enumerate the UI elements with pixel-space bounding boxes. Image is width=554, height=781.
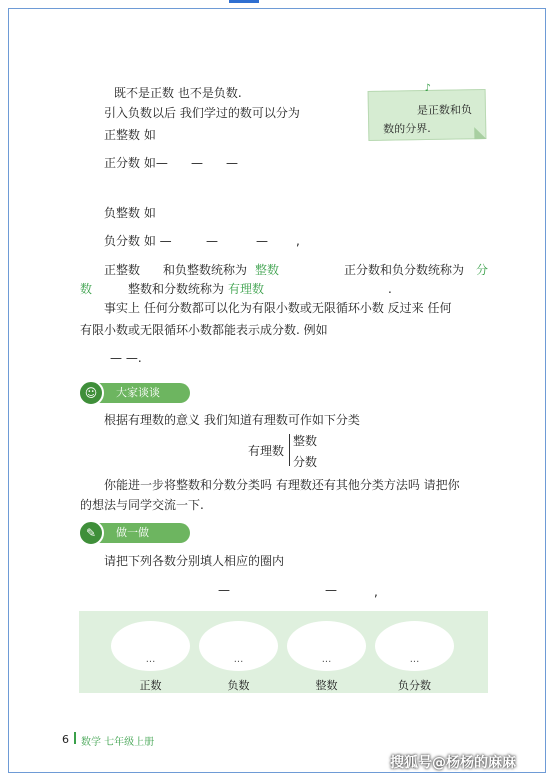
note-fold <box>474 127 486 139</box>
text-line: 根据有理数的意义 我们知道有理数可作如下分类 <box>104 413 360 427</box>
class-root: 有理数 <box>248 444 285 458</box>
text-line: 正整数 <box>104 263 141 277</box>
people-icon: ☺ <box>78 380 104 406</box>
circle-label: 负分数 <box>398 679 431 692</box>
text-line: — —. <box>110 351 142 365</box>
fraction-bar: — <box>206 234 218 248</box>
circle-label: 正数 <box>139 679 162 692</box>
term-fraction-part: 数 <box>80 282 93 296</box>
exercise-tag-label: 做一做 <box>116 526 149 539</box>
note-line: 是正数和负 <box>416 103 473 118</box>
watermark: 搜狐号@杨杨的麻麻 <box>390 755 516 771</box>
circle-positive[interactable] <box>111 621 190 671</box>
fraction-bar: — <box>256 234 268 248</box>
text-line: 负整数 如 <box>104 206 156 220</box>
term-fraction-part: 分 <box>476 263 489 277</box>
circle-dots: ... <box>321 654 332 665</box>
fraction-bar: — <box>218 583 230 597</box>
footer-text: 数学 七年级上册 <box>81 737 155 748</box>
term-rational: 有理数 <box>228 282 265 296</box>
fraction-bar: — <box>191 156 203 170</box>
exercise-tag <box>82 523 190 543</box>
text-line: 整数和分数统称为 <box>128 282 225 296</box>
circle-dots: ... <box>233 654 244 665</box>
discuss-tag-label: 大家谈谈 <box>116 386 160 399</box>
text-line: 负分数 如 — <box>104 234 172 248</box>
term-integer: 整数 <box>255 263 280 277</box>
text-line: 正分数和负分数统称为 <box>344 263 465 277</box>
sticky-note <box>368 82 487 141</box>
text-line: 你能进一步将整数和分数分类吗 有理数还有其他分类方法吗 请把你 <box>104 478 460 492</box>
top-marker <box>229 0 259 3</box>
fraction-bar: — <box>325 583 337 597</box>
note-line: 数的分界. <box>383 121 431 136</box>
fraction-bar: — <box>226 156 238 170</box>
text-line: 有限小数或无限循环小数都能表示成分数. 例如 <box>80 323 328 337</box>
class-item: 整数 <box>293 434 318 448</box>
footer-divider <box>74 732 76 744</box>
text-line: 引入负数以后 我们学过的数可以分为 <box>104 106 300 120</box>
page-number: 6 <box>62 733 69 746</box>
text-line: 正分数 如— <box>104 156 168 170</box>
text-line: 事实上 任何分数都可以化为有限小数或无限循环小数 反过来 任何 <box>104 301 452 315</box>
pin-icon: ♪ <box>424 82 432 95</box>
circle-dots: ... <box>145 654 156 665</box>
circle-negative-fraction[interactable] <box>375 621 454 671</box>
text-line: 正整数 如 <box>104 128 156 142</box>
text-line: 请把下列各数分别填人相应的圈内 <box>104 554 285 568</box>
text-line: 既不是正数 也不是负数. <box>114 86 242 100</box>
circle-negative[interactable] <box>199 621 278 671</box>
text-line: 的想法与同学交流一下. <box>80 498 204 512</box>
text-line: 和负整数统称为 <box>163 263 248 277</box>
comma: , <box>374 585 378 599</box>
circle-dots: ... <box>409 654 420 665</box>
class-item: 分数 <box>293 455 318 469</box>
discuss-tag <box>82 383 190 403</box>
hand-icon: ✎ <box>78 520 104 546</box>
circle-integer[interactable] <box>287 621 366 671</box>
comma: , <box>296 234 300 248</box>
period: . <box>388 282 392 296</box>
circle-label: 负数 <box>227 679 250 692</box>
sort-panel <box>79 611 488 693</box>
circle-label: 整数 <box>315 679 338 692</box>
